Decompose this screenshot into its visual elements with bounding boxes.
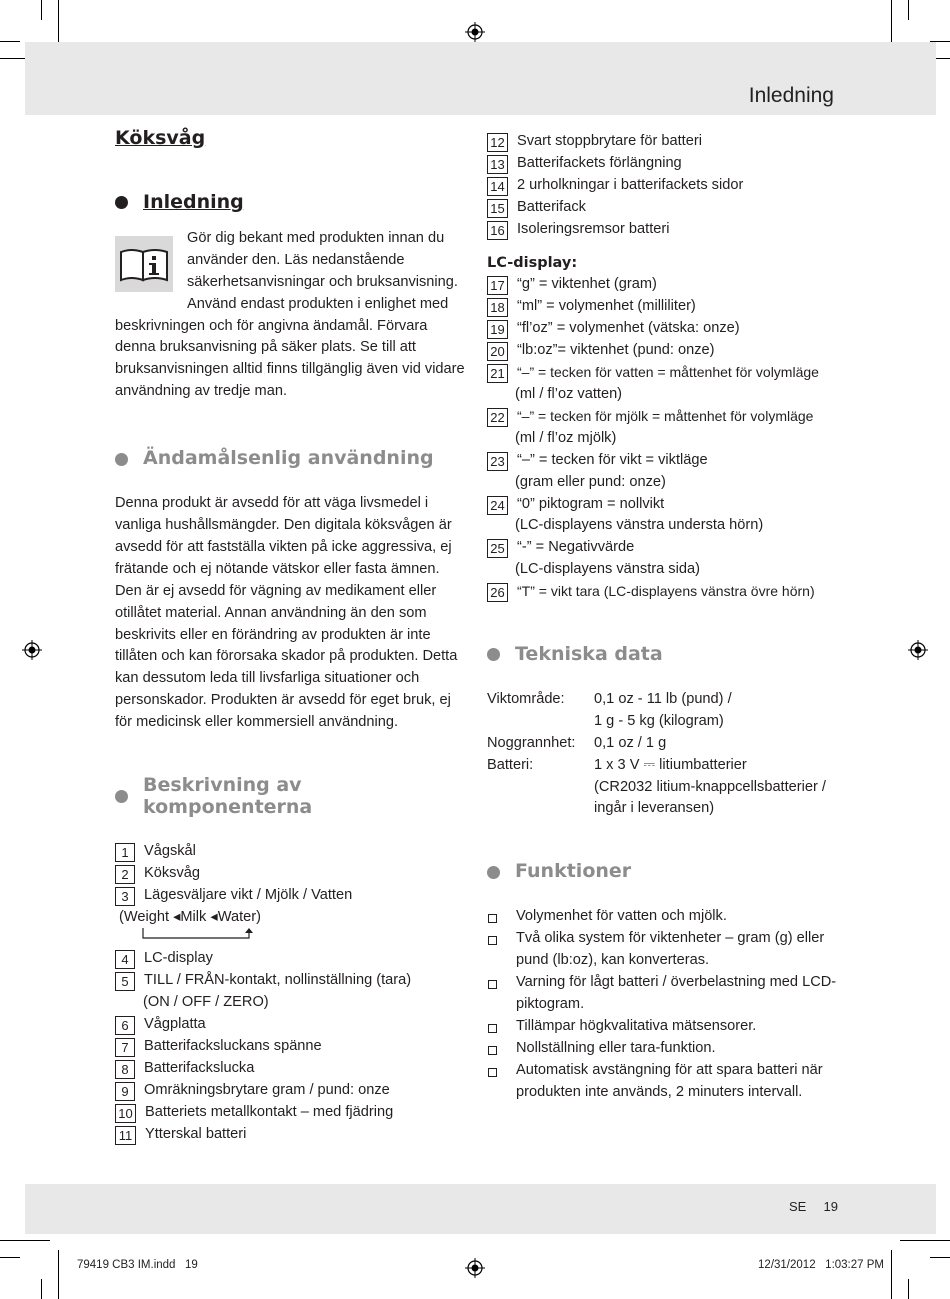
item-text: “T” = vikt tara (LC-displayens vänstra övre hörn) (517, 583, 815, 600)
item-text: “g” = viktenhet (gram) (517, 276, 657, 293)
intro-text: Gör dig bekant med produkten innan du använder den. Läs nedanstående säkerhetsanvisningar och bruksanvisning. Använd endast produkten i enlighet med beskrivningen och för angivna ändamål. Förvara denna bruksanvisning på säker plats. Se till att bruksanvisningen alltid finns tillgänglig även vid vidare användning av tredje man. (115, 229, 465, 400)
item-number: 26 (487, 583, 508, 602)
heading-functions (487, 861, 837, 883)
list-item (115, 970, 465, 992)
item-number: 6 (115, 1016, 135, 1035)
item-text: “lb:oz”= viktenhet (pund: onze) (517, 342, 715, 359)
list-item (487, 972, 837, 1016)
item-number: 5 (115, 972, 135, 991)
item-number: 25 (487, 539, 508, 558)
item-text: Vågplatta (144, 1016, 206, 1033)
header-title: Inledning (748, 84, 834, 107)
item-text: Svart stoppbrytare för batteri (517, 133, 702, 149)
spec-line: (CR2032 litium-knappcellsbatterier / (594, 778, 826, 795)
list-item (487, 197, 837, 219)
bullet-icon (487, 648, 500, 661)
heading-tech-text: Tekniska data (515, 643, 663, 666)
spec-line: 0,1 oz - 11 lb (pund) / (594, 690, 732, 707)
item-number: 15 (487, 199, 508, 218)
item-text: 2 urholkningar i batterifackets sidor (517, 176, 744, 193)
list-item (487, 274, 837, 296)
list-item (487, 153, 837, 175)
heading-components (115, 775, 465, 819)
item-text: Batteriets metallkontakt – med fjädring (145, 1103, 394, 1120)
list-item (487, 219, 837, 241)
item-number: 10 (115, 1104, 136, 1123)
item-text: Batterifackslucka (144, 1060, 255, 1076)
components-list-a (115, 841, 465, 907)
list-item-sub: (LC-displayens vänstra sida) (515, 561, 700, 578)
list-item (115, 1124, 465, 1146)
item-text: “–” = tecken för vatten = måttenhet för volymläge (517, 364, 819, 381)
registration-mark-icon (908, 640, 928, 660)
list-item (115, 1036, 465, 1058)
purpose-text: Denna produkt är avsedd för att väga livsmedel i vanliga hushållsmängder. Den digitala köksvågen är avsedd för att fastställa vikten på icke aggressiva, ej frätande och ej nötande vätskor eller fasta ämnen. Den är ej avsedd för vägning av medikament eller otillåtet material. Annan användning än den som beskrivits eller en förändring av produkten är inte tillåten och kan förorsaka skador på produkten. Detta kan dessutom leda till livsfarliga situationer och personskador. Produkten är avsedd för eget bruk, ej för medicinsk eller kommersiell användning. (115, 495, 458, 731)
spec-label: Batteri: (487, 756, 534, 773)
item-text: Tillämpar högkvalitativa mätsensorer. (516, 1017, 757, 1034)
item-number: 18 (487, 298, 508, 317)
item-text: “fl’oz” = volymenhet (vätska: onze) (517, 320, 740, 337)
item-text: Automatisk avstängning för att spara batteri när produkten inte används, 2 minuters intervall. (516, 1061, 823, 1100)
item-text: Köksvåg (144, 864, 200, 881)
list-item (487, 928, 837, 972)
list-item-sub: (ON / OFF / ZERO) (143, 994, 269, 1011)
tech-spec-table (487, 689, 837, 820)
list-item (115, 1014, 465, 1036)
spec-line: 1 g - 5 kg (kilogram) (594, 712, 724, 729)
list-item (487, 906, 837, 928)
footer-language: SE (788, 1199, 807, 1214)
item-text: Ytterskal batteri (145, 1125, 247, 1142)
spec-label: Noggrannhet: (487, 734, 576, 751)
list-item (487, 537, 837, 559)
crop-mark (58, 1250, 59, 1299)
item-number: 11 (115, 1126, 136, 1145)
crop-mark (908, 0, 909, 20)
heading-components-text: Beskrivning av komponenterna (143, 774, 313, 818)
item-number: 12 (487, 133, 508, 152)
item-number: 3 (115, 887, 135, 906)
crop-mark (900, 1240, 950, 1241)
item-text: Två olika system för viktenheter – gram (g) eller pund (lb:oz), kan konverteras. (516, 930, 825, 969)
lc-display-list (487, 274, 837, 603)
intro-block (115, 228, 465, 403)
list-item-sub: (ml / fl’oz vatten) (515, 385, 623, 402)
item-text: Batterifacksluckans spänne (144, 1038, 322, 1055)
list-item (487, 1016, 837, 1038)
list-item (487, 450, 837, 472)
components-list-b (115, 948, 465, 1145)
heading-intro (115, 192, 465, 214)
item-text: “0” piktogram = nollvikt (517, 495, 665, 512)
item-text: Batterifackets förlängning (517, 154, 682, 171)
left-column (115, 128, 465, 1146)
list-item (115, 948, 465, 970)
registration-mark-icon (22, 640, 42, 660)
bullet-icon (115, 453, 128, 466)
item-number: 4 (115, 950, 135, 969)
item-number: 20 (487, 342, 508, 361)
item-number: 2 (115, 865, 135, 884)
item-text: “–” = tecken för vikt = viktläge (517, 451, 708, 468)
list-item (487, 1038, 837, 1060)
list-item (487, 340, 837, 362)
spec-label: Viktområde: (487, 690, 565, 707)
crop-mark (41, 1279, 42, 1299)
spec-line: 0,1 oz / 1 g (594, 734, 667, 751)
item-text: Nollställning eller tara-funktion. (516, 1039, 716, 1056)
heading-functions-text: Funktioner (515, 860, 632, 883)
bullet-icon (115, 196, 128, 209)
slug-timestamp: 12/31/2012 1:03:27 PM (758, 1259, 884, 1271)
item-text: Vågskål (144, 842, 196, 859)
slug-file-info: 79419 CB3 IM.indd 19 (77, 1259, 198, 1271)
item-text: “ml” = volymenhet (milliliter) (517, 298, 696, 315)
item-text: Varning för lågt batteri / överbelastning med LCD-piktogram. (516, 974, 837, 1012)
page-number: 19 (823, 1199, 838, 1214)
item-number: 21 (487, 364, 508, 383)
spec-line: ingår i leveransen) (594, 800, 715, 817)
info-book-icon (115, 236, 173, 292)
mode-cycle-arrow-icon (142, 928, 272, 942)
mode-line: (Weight ◂Milk ◂Water) (119, 908, 261, 925)
item-text: “–” = tecken för mjölk = måttenhet för volymläge (517, 407, 814, 424)
list-item-sub: (LC-displayens vänstra understa hörn) (515, 517, 764, 534)
registration-mark-icon (465, 22, 485, 42)
item-text: LC-display (144, 950, 213, 967)
checkbox-square-icon (488, 1046, 497, 1055)
crop-mark (908, 1279, 909, 1299)
checkbox-square-icon (488, 980, 497, 989)
bullet-icon (115, 790, 128, 803)
list-item (487, 175, 837, 197)
list-item (115, 1058, 465, 1080)
document-title: Köksvåg (115, 127, 206, 149)
crop-mark (930, 1257, 950, 1258)
list-item-sub: (ml / fl’oz mjölk) (515, 429, 617, 446)
right-column (487, 131, 837, 1103)
spec-line: 1 x 3 V ⎓ litiumbatterier (594, 756, 747, 773)
checkbox-square-icon (488, 914, 497, 923)
item-number: 9 (115, 1082, 135, 1101)
item-text: Lägesväljare vikt / Mjölk / Vatten (144, 886, 353, 903)
item-number: 8 (115, 1060, 135, 1079)
list-item (487, 362, 837, 384)
list-item (115, 841, 465, 863)
list-item (487, 406, 837, 428)
crop-mark (41, 0, 42, 20)
heading-intro-text: Inledning (143, 191, 244, 213)
spec-value (594, 755, 837, 821)
spec-value (594, 689, 837, 733)
item-number: 23 (487, 452, 508, 471)
checkbox-square-icon (488, 1024, 497, 1033)
list-item-sub: (gram eller pund: onze) (515, 473, 666, 490)
checkbox-square-icon (488, 936, 497, 945)
crop-mark (891, 1250, 892, 1299)
item-number: 7 (115, 1038, 135, 1057)
heading-purpose (115, 448, 465, 470)
list-item (487, 318, 837, 340)
spec-value (594, 733, 837, 755)
list-item (487, 296, 837, 318)
item-number: 19 (487, 320, 508, 339)
list-item (487, 581, 837, 603)
list-item (487, 494, 837, 516)
page-footer (789, 1199, 838, 1214)
item-text: Omräkningsbrytare gram / pund: onze (144, 1081, 390, 1098)
item-number: 1 (115, 843, 135, 862)
list-item (115, 1102, 465, 1124)
item-text: Batterifack (517, 198, 586, 215)
list-item (487, 1060, 837, 1104)
crop-mark (0, 41, 20, 42)
item-number: 13 (487, 155, 508, 174)
list-item (115, 863, 465, 885)
item-text: Volymenhet för vatten och mjölk. (516, 908, 727, 925)
functions-list (487, 906, 837, 1103)
item-number: 22 (487, 408, 508, 427)
list-item (115, 885, 465, 907)
item-number: 24 (487, 496, 508, 515)
item-number: 14 (487, 177, 508, 196)
item-text: TILL / FRÅN-kontakt, nollinställning (tara) (144, 972, 412, 989)
crop-mark (0, 1257, 20, 1258)
components-list-c (487, 131, 837, 241)
crop-mark (0, 1240, 50, 1241)
list-item (115, 1080, 465, 1102)
bullet-icon (487, 866, 500, 879)
item-number: 16 (487, 221, 508, 240)
list-item (487, 131, 837, 153)
registration-mark-icon (465, 1258, 485, 1278)
item-text: “-” = Negativvärde (517, 539, 635, 556)
heading-purpose-text: Ändamålsenlig användning (143, 447, 434, 470)
checkbox-square-icon (488, 1068, 497, 1077)
heading-tech (487, 644, 837, 666)
lc-display-heading: LC-display: (487, 254, 578, 271)
item-text: Isoleringsremsor batteri (517, 220, 670, 237)
item-number: 17 (487, 276, 508, 295)
